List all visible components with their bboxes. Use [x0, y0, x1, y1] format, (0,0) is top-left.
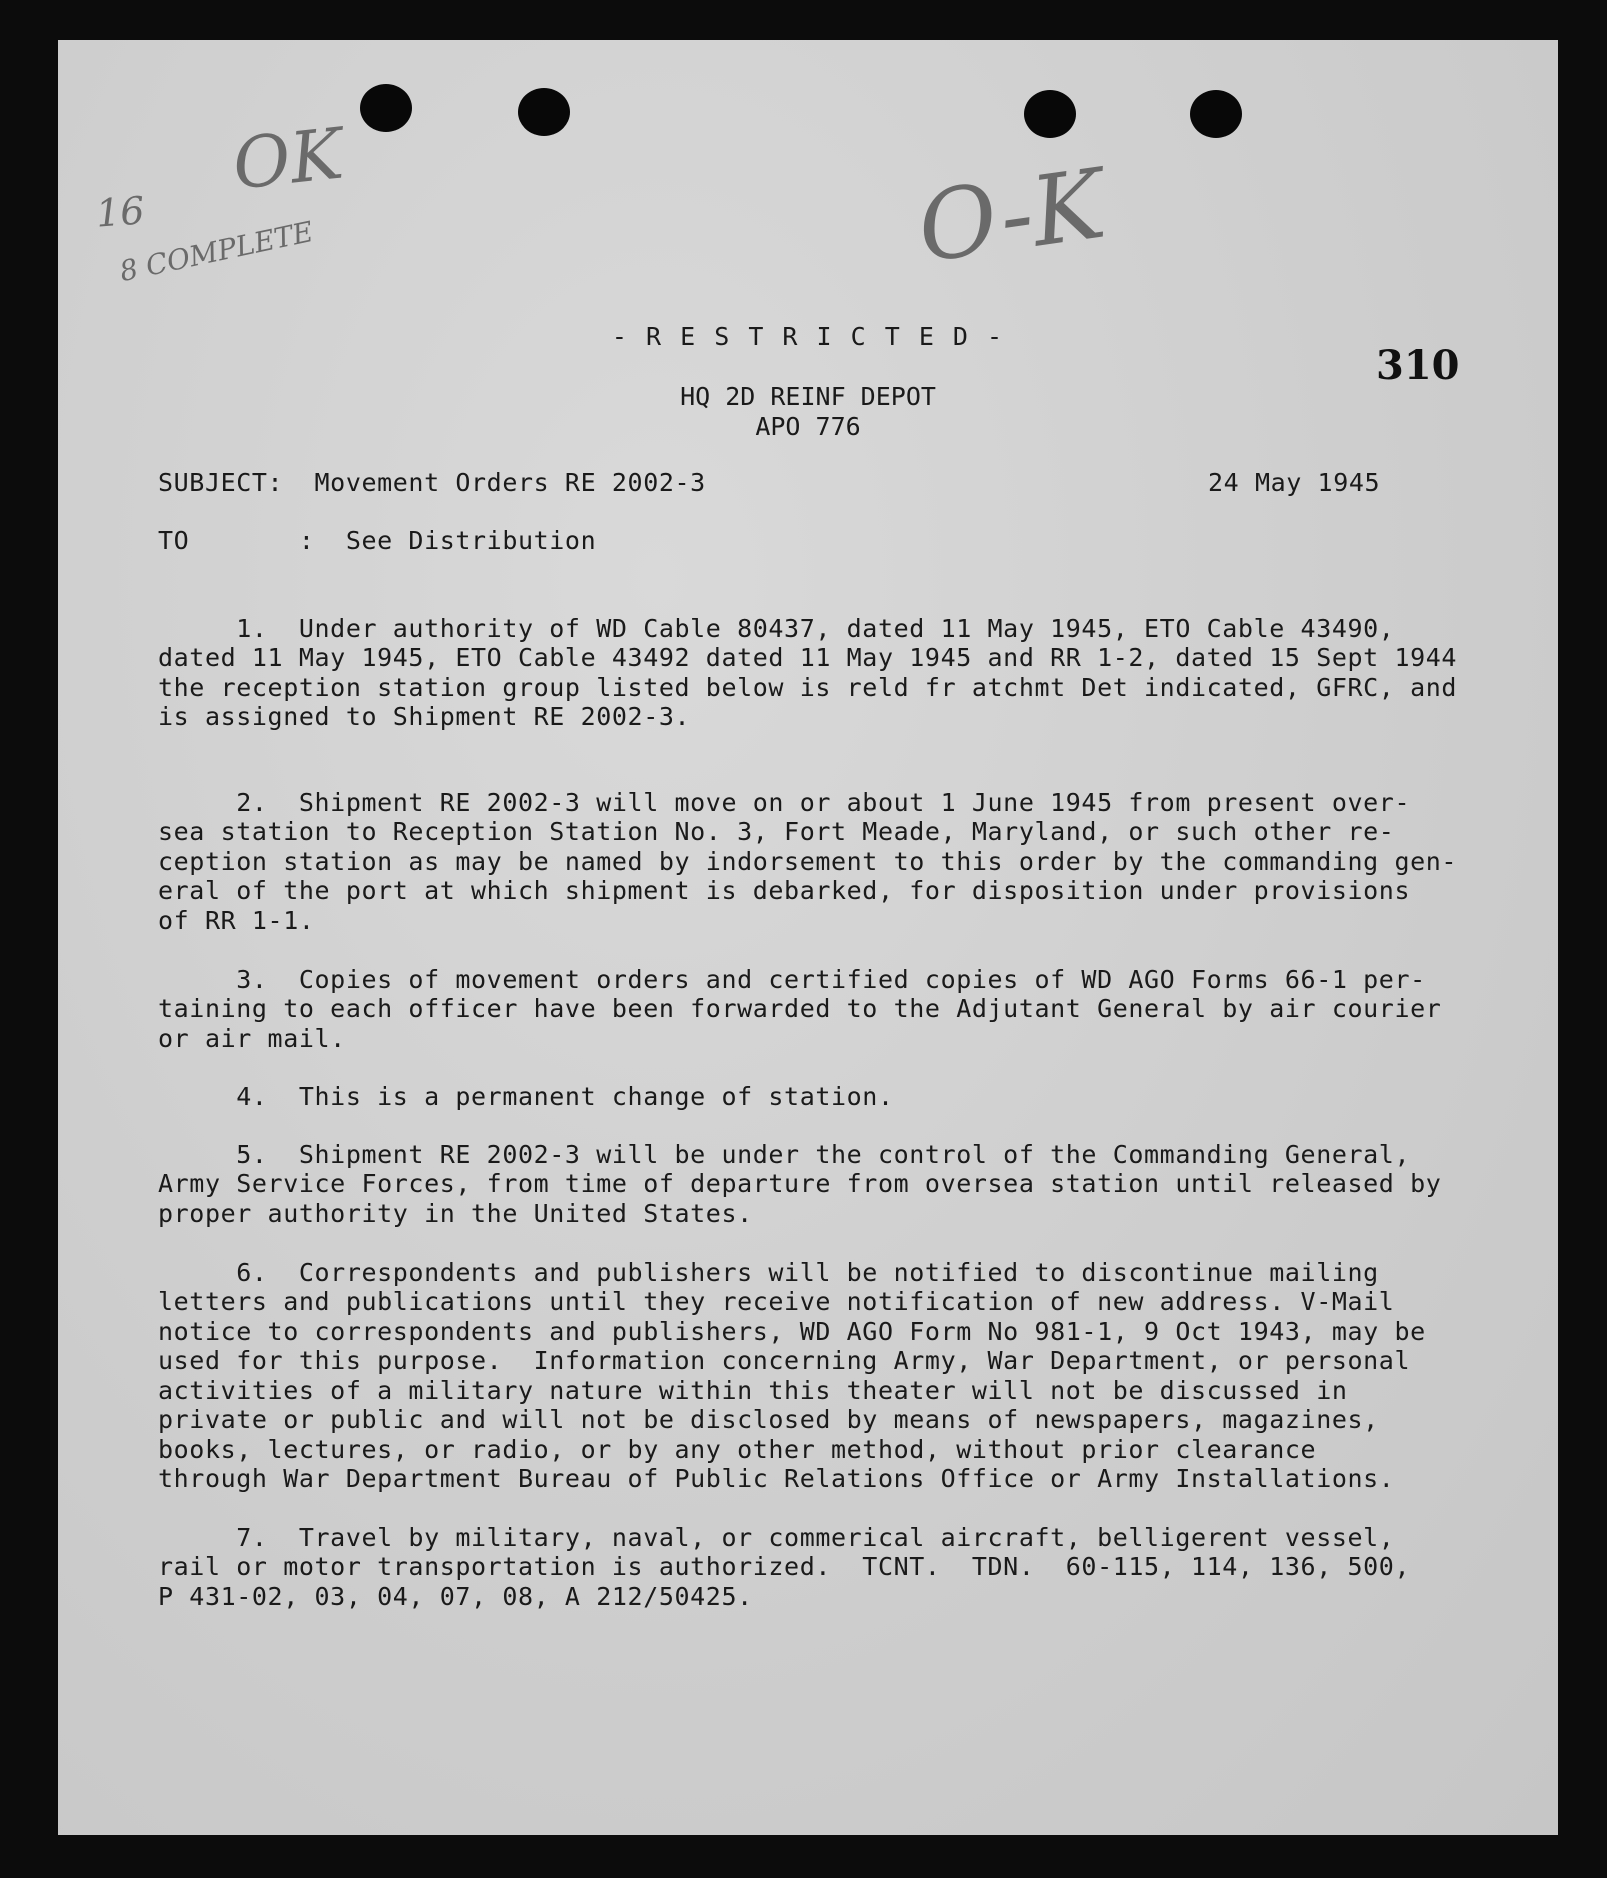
paragraph-line: of RR 1-1.: [158, 905, 315, 935]
paragraph-6: [158, 1228, 1426, 1494]
paragraph-line: 4. This is a permanent change of station.: [158, 1081, 894, 1111]
paragraph-3: [158, 935, 1441, 1053]
paragraph-line: taining to each officer have been forwarded to the Adjutant General by air courier: [158, 994, 1442, 1023]
handwritten-ok-right: O-K: [911, 147, 1112, 285]
punch-hole: [360, 84, 412, 132]
paragraph-line: 6. Correspondents and publishers will be notified to discontinue mailing: [158, 1257, 1379, 1287]
handwritten-ok-left: OK: [229, 112, 347, 206]
paragraph-line: is assigned to Shipment RE 2002-3.: [158, 702, 691, 731]
paragraph-line: Army Service Forces, from time of departure from oversea station until released by: [158, 1169, 1442, 1198]
paragraph-line: proper authority in the United States.: [158, 1198, 753, 1228]
classification-heading: - R E S T R I C T E D -: [611, 322, 1005, 351]
paragraph-5: [158, 1110, 1441, 1228]
paragraph-line: or air mail.: [158, 1023, 346, 1053]
paragraph-line: 5. Shipment RE 2002-3 will be under the control of the Commanding General,: [158, 1139, 1411, 1169]
handwritten-complete-note: 8 COMPLETE: [116, 214, 317, 289]
paragraph-line: notice to correspondents and publishers, WD AGO Form No 981-1, 9 Oct 1943, may be: [158, 1316, 1426, 1346]
paragraph-1: [158, 584, 1457, 732]
paragraph-line: dated 11 May 1945, ETO Cable 43492 dated 11 May 1945 and RR 1-2, dated 15 Sept 1944: [158, 643, 1458, 672]
paragraph-line: through War Department Bureau of Public Relations Office or Army Installations.: [158, 1464, 1395, 1493]
punch-hole: [518, 88, 570, 136]
document-page: [58, 40, 1558, 1835]
paragraph-line: 7. Travel by military, naval, or commerical aircraft, belligerent vessel,: [158, 1522, 1395, 1552]
paragraph-4: [158, 1052, 894, 1111]
paragraph-line: rail or motor transportation is authorized. TCNT. TDN. 60-115, 114, 136, 500,: [158, 1552, 1411, 1581]
paragraph-line: 3. Copies of movement orders and certified copies of WD AGO Forms 66-1 per-: [158, 964, 1426, 994]
paragraph-line: sea station to Reception Station No. 3, Fort Meade, Maryland, or such other re-: [158, 817, 1395, 846]
paragraph-line: books, lectures, or radio, or by any other method, without prior clearance: [158, 1434, 1317, 1464]
paragraph-line: ception station as may be named by indorsement to this order by the commanding gen-: [158, 846, 1458, 876]
paragraph-7: [158, 1493, 1410, 1611]
header-unit: HQ 2D REINF DEPOT: [680, 382, 936, 411]
paragraph-line: eral of the port at which shipment is debarked, for disposition under provisions: [158, 876, 1411, 905]
document-date: 24 May 1945: [1208, 468, 1381, 497]
page-number-stamp: 310: [1376, 342, 1460, 389]
subject-line: SUBJECT: Movement Orders RE 2002-3: [158, 468, 706, 497]
paragraph-line: 1. Under authority of WD Cable 80437, dated 11 May 1945, ETO Cable 43490,: [158, 613, 1395, 643]
paragraph-line: P 431-02, 03, 04, 07, 08, A 212/50425.: [158, 1581, 753, 1611]
handwritten-count: 16: [94, 188, 146, 236]
paragraph-line: the reception station group listed below is reld fr atchmt Det indicated, GFRC, and: [158, 672, 1458, 702]
header-apo: APO 776: [755, 412, 861, 441]
punch-hole: [1190, 90, 1242, 138]
paragraph-line: used for this purpose. Information concerning Army, War Department, or personal: [158, 1346, 1411, 1375]
paragraph-2: [158, 758, 1457, 935]
paragraph-line: 2. Shipment RE 2002-3 will move on or about 1 June 1945 from present over-: [158, 787, 1411, 817]
paragraph-line: activities of a military nature within this theater will not be discussed in: [158, 1375, 1348, 1405]
paragraph-line: private or public and will not be disclosed by means of newspapers, magazines,: [158, 1405, 1379, 1434]
punch-hole: [1024, 90, 1076, 138]
to-line: TO : See Distribution: [158, 526, 597, 555]
paragraph-line: letters and publications until they receive notification of new address. V-Mail: [158, 1287, 1395, 1316]
